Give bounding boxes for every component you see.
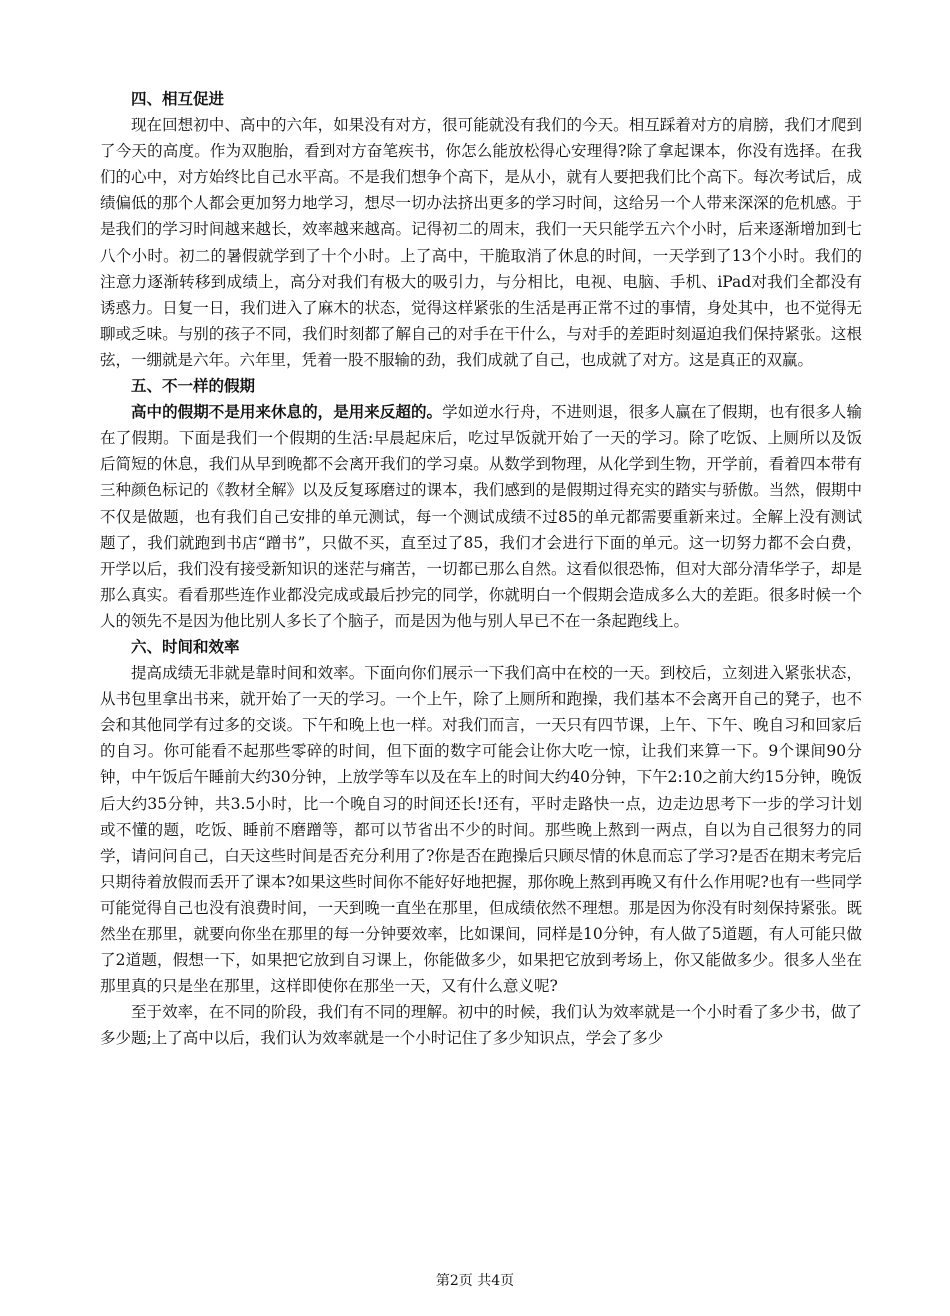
section-heading: 五、不一样的假期	[131, 377, 256, 396]
page-footer: 第2页 共4页	[435, 1273, 515, 1289]
paragraph: 至于效率，在不同的阶段，我们有不同的理解。初中的时候，我们认为效率就是一个小时看了多少书，做了多少题;上了高中以后，我们认为效率就是一个小时记住了多少知识点，学会了多少	[100, 1003, 862, 1048]
paragraph	[100, 399, 862, 634]
paragraph-text: 学如逆水行舟，不进则退，很多人赢在了假期，也有很多人输在了假期。下面是我们一个假期的生活:早晨起床后，吃过早饭就开始了一天的学习。除了吃饭、上厕所以及饭后简短的休息，我们从早到晚都不会离开我们的学习桌。从数学到物理，从化学到生物，开学前，看着四本带有三种颜色标记的《教材全解》以及反复琢磨过的课本，我们感到的是假期过得充实的踏实与骄傲。当然，假期中不仅是做题，也有我们自己安排的单元测试，每一个测试成绩不过85的单元都需要重新来过。全解上没有测试题了，我们就跑到书店“蹭书”，只做不买，直至过了85，我们才会进行下面的单元。这一切努力都不会白费，开学以后，我们没有接受新知识的迷茫与痛苦，一切都已那么自然。这看似很恐怖，但对大部分清华学子，却是那么真实。看看那些连作业都没完成或最后抄完的同学，你就明白一个假期会造成多么大的差距。很多时候一个人的领先不是因为他比别人多长了个脑子，而是因为他与别人早已不在一条起跑线上。	[100, 403, 862, 630]
document-body	[100, 86, 862, 1051]
section-heading: 四、相互促进	[131, 90, 225, 108]
bold-lead-sentence: 高中的假期不是用来休息的，是用来反超的。	[131, 403, 443, 422]
paragraph: 现在回想初中、高中的六年，如果没有对方，很可能就没有我们的今天。相互踩着对方的肩膀，我们才爬到了今天的高度。作为双胞胎，看到对方奋笔疾书，你怎么能放松得心安理得?除了拿起课本，你没有选择。在我们的心中，对方始终比自己水平高。不是我们想争个高下，是从小，就有人要把我们比个高下。每次考试后，成绩偏低的那个人都会更加努力地学习，想尽一切办法挤出更多的学习时间，这给另一个人带来深深的危机感。于是我们的学习时间越来越长，效率越来越高。记得初二的周末，我们一天只能学五六个小时，后来逐渐增加到七八个小时。初二的暑假就学到了十个小时。上了高中，干脆取消了休息的时间，一天学到了13个小时。我们的注意力逐渐转移到成绩上，高分对我们有极大的吸引力，与分相比，电视、电脑、手机、iPad对我们全都没有诱惑力。日复一日，我们进入了麻木的状态，觉得这样紧张的生活是再正常不过的事情，身处其中，也不觉得无聊或乏味。与别的孩子不同，我们时刻都了解自己的对手在干什么，与对手的差距时刻逼迫我们保持紧张。这根弦，一绷就是六年。六年里，凭着一股不服输的劲，我们成就了自己，也成就了对方。这是真正的双赢。	[100, 116, 862, 369]
paragraph: 提高成绩无非就是靠时间和效率。下面向你们展示一下我们高中在校的一天。到校后，立刻进入紧张状态，从书包里拿出书来，就开始了一天的学习。一个上午，除了上厕所和跑操，我们基本不会离开自己的凳子，也不会和其他同学有过多的交谈。下午和晚上也一样。对我们而言，一天只有四节课，上午、下午、晚自习和回家后的自习。你可能看不起那些零碎的时间，但下面的数字可能会让你大吃一惊，让我们来算一下。9个课间90分钟，中午饭后午睡前大约30分钟，上放学等车以及在车上的时间大约40分钟，下午2:10之前大约15分钟，晚饭后大约35分钟，共3.5小时，比一个晚自习的时间还长!还有，平时走路快一点，边走边思考下一步的学习计划或不懂的题，吃饭、睡前不磨蹭等，都可以节省出不少的时间。那些晚上熬到一两点，自以为自己很努力的同学，请问问自己，白天这些时间是否充分利用了?你是否在跑操后只顾尽情的休息而忘了学习?是否在期末考完后只期待着放假而丢开了课本?如果这些时间你不能好好地把握，那你晚上熬到再晚又有什么作用呢?也有一些同学可能觉得自己也没有浪费时间，一天到晚一直坐在那里，但成绩依然不理想。那是因为你没有时刻保持紧张。既然坐在那里，就要向你坐在那里的每一分钟要效率，比如课间，同样是10分钟，有人做了5道题，有人可能只做了2道题，假想一下，如果把它放到自习课上，你能做多少，如果把它放到考场上，你又能做多少。很多人坐在那里真的只是坐在那里，这样即使你在那坐一天，又有什么意义呢?	[100, 664, 862, 996]
section-heading: 六、时间和效率	[131, 637, 240, 656]
